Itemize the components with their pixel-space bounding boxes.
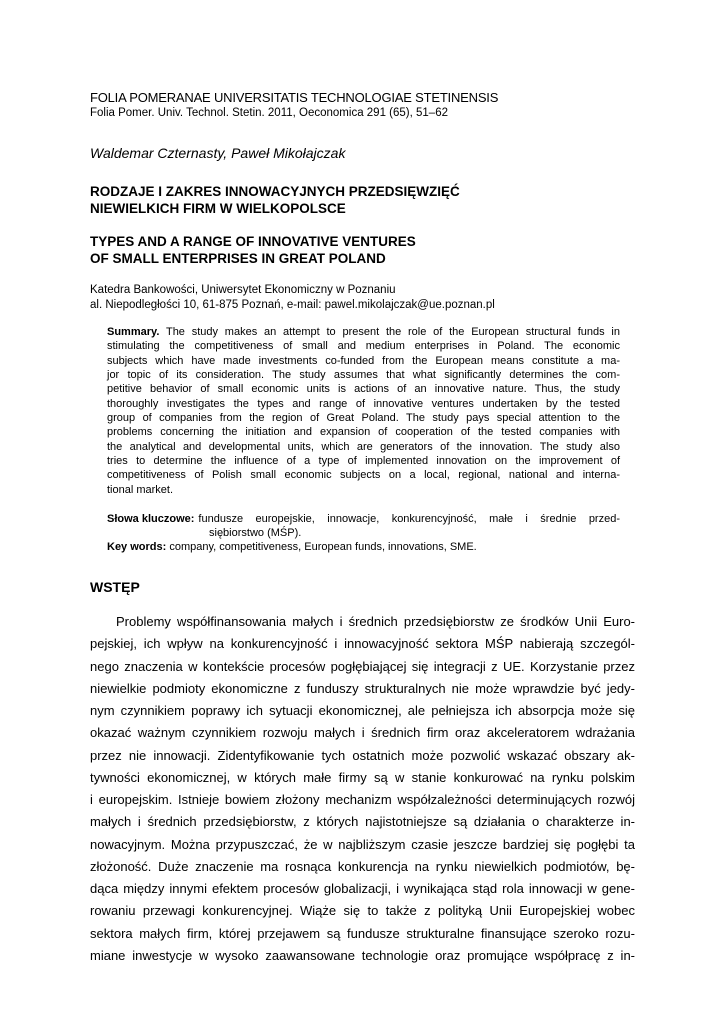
summary-line: the analytical and developmental units, which are generators of the innovation. The study also xyxy=(107,440,620,453)
summary-line: petitive behavior of small economic units is actions of an innovative nature. Thus, the study xyxy=(107,383,620,396)
summary-line: competitiveness of Polish small economic subjects on a local, regional, national and interna- xyxy=(107,469,620,482)
keywords-polish xyxy=(107,512,620,541)
body-line: przez nie innowacji. Zidentyfikowanie tych ostatnich może pozwolić wskazać obszary ak- xyxy=(90,747,635,763)
body-line: nym czynnikiem poprawy ich sytuacji ekonomicznej, ale pełniejsza ich absorpcja może się xyxy=(90,703,635,718)
title-english xyxy=(90,233,416,267)
body-line: złożoność. Duże znaczenie ma rosnąca konkurencja na rynku niewielkich podmiotów, bę- xyxy=(90,858,635,874)
keywords-polish-text: fundusze europejskie, innowacje, konkurencyjność, małe i średnie przed- xyxy=(198,513,620,525)
body-line: tywności ekonomicznej, w których małe firmy są w stanie konkurować na rynku polskim xyxy=(90,769,635,785)
body-line: małych i średnich przedsiębiorstw, z których najistotniejsze są działania o charakterze in- xyxy=(90,814,635,830)
summary-line: stimulating the competitiveness of small and medium enterprises in Poland. The economic xyxy=(107,340,620,353)
body-line: sektora małych firm, której przejawem są fundusze strukturalne finansujące szeroko rozu- xyxy=(90,925,635,941)
keywords-english-text: company, competitiveness, European funds, innovations, SME. xyxy=(169,541,477,553)
affiliation xyxy=(90,283,495,313)
summary-label: Summary. xyxy=(107,326,160,338)
body-line: rowaniu przewagi konkurencyjnej. Wiąże się to także z polityką Unii Europejskiej wobec xyxy=(90,903,635,919)
title-english-line: TYPES AND A RANGE OF INNOVATIVE VENTURES xyxy=(90,234,416,249)
summary-line: tries to determine the influence of a type of implemented innovation on the improvement of xyxy=(107,455,620,468)
body-text xyxy=(90,611,635,967)
title-english-line: OF SMALL ENTERPRISES IN GREAT POLAND xyxy=(90,251,386,266)
body-line: pejskiej, ich wpływ na konkurencyjność i innowacyjność sektora MŚP nabierają szczegól- xyxy=(90,636,635,652)
journal-citation: Folia Pomer. Univ. Technol. Stetin. 2011, Oeconomica 291 (65), 51–62 xyxy=(90,107,448,119)
keywords-english xyxy=(107,540,477,554)
body-line: nowacyjnym. Można przypuszczać, że w najbliższym czasie jeszcze bardziej się pogłębi ta xyxy=(90,836,635,852)
summary-line xyxy=(107,325,620,339)
summary-line: subjects which have made investments co-funded from the European means constitute a ma- xyxy=(107,354,620,367)
affiliation-address: al. Niepodległości 10, 61-875 Poznań, e-mail: pawel.mikolajczak@ue.poznan.pl xyxy=(90,299,495,311)
keywords-polish-text-continued: siębiorstwo (MŚP). xyxy=(209,527,302,540)
summary-text: The study makes an attempt to present the role of the European structural funds in xyxy=(165,326,620,338)
summary xyxy=(107,325,620,497)
summary-line: tional market. xyxy=(107,483,174,496)
summary-line: group of companies from the region of Great Poland. The study pays special attention to the xyxy=(107,412,620,425)
journal-title: FOLIA POMERANAE UNIVERSITATIS TECHNOLOGIAE STETINENSIS xyxy=(90,90,499,105)
body-line: dąca między innymi efektem procesów globalizacji, i wynikająca stąd rola innowacji w gene- xyxy=(90,881,635,896)
body-line: miane inwestycje w wysoko zaawansowane technologie oraz promujące współpracę z in- xyxy=(90,947,635,963)
affiliation-department: Katedra Bankowości, Uniwersytet Ekonomiczny w Poznaniu xyxy=(90,284,396,296)
body-line: Problemy współfinansowania małych i średnich przedsiębiorstw ze środków Unii Euro- xyxy=(116,614,635,629)
keywords-polish-label: Słowa kluczowe: xyxy=(107,513,195,525)
summary-line: problems concerning the initiation and expansion of cooperation of the tested companies with xyxy=(107,426,620,439)
body-line: i europejskim. Istnieje bowiem złożony mechanizm współzależności determinujących rozwój xyxy=(90,792,635,807)
title-polish-line: RODZAJE I ZAKRES INNOWACYJNYCH PRZEDSIĘWZIĘĆ xyxy=(90,184,460,199)
body-line: niewielkie podmioty ekonomiczne z funduszy strukturalnych nie może wprawdzie być jedy- xyxy=(90,680,635,696)
title-polish xyxy=(90,183,460,217)
authors: Waldemar Czternasty, Paweł Mikołajczak xyxy=(90,145,346,161)
summary-line: jor topic of its consideration. The study assumes that what significantly determines the com- xyxy=(107,369,620,382)
summary-line: thoroughly investigates the types and range of innovative ventures undertaken by the tested xyxy=(107,397,620,410)
section-heading: WSTĘP xyxy=(90,579,140,595)
body-line: okazać ważnym czynnikiem rozwoju małych i średnich firm oraz akceleratorem wdrażania xyxy=(90,725,635,741)
body-line: nego znaczenia w kontekście procesów pogłębiającej się integracji z UE. Korzystanie przez xyxy=(90,658,635,674)
keywords-english-label: Key words: xyxy=(107,541,167,553)
title-polish-line: NIEWIELKICH FIRM W WIELKOPOLSCE xyxy=(90,201,346,216)
